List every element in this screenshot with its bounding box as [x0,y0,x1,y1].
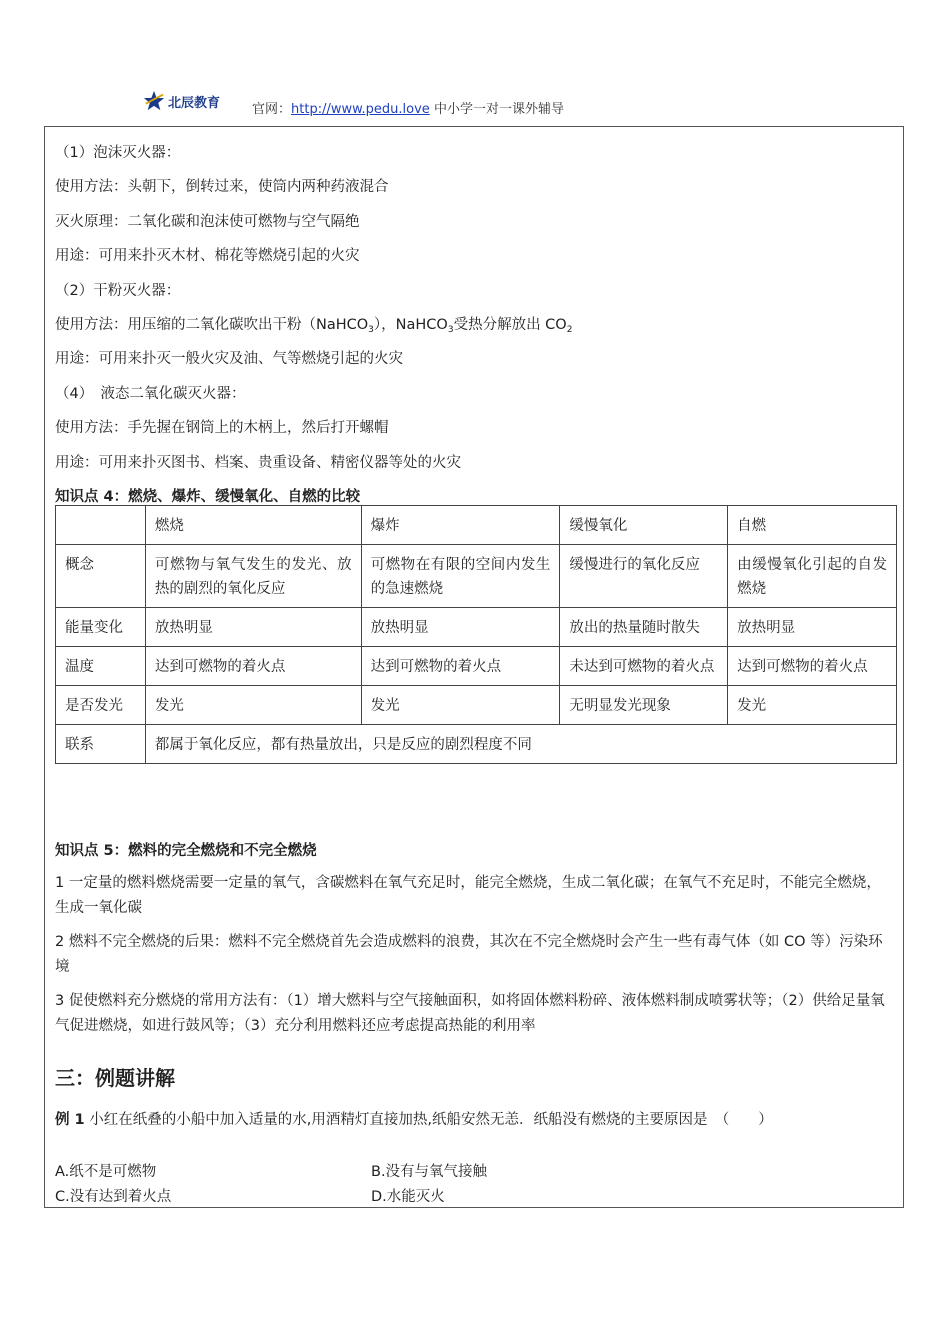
site-prefix: 官网： [252,102,292,117]
table-cell: 达到可燃物的着火点 [728,647,897,686]
powder-usage [55,313,572,335]
table-header-cell: 爆炸 [361,506,560,545]
table-cell: 是否发光 [56,686,146,725]
table-cell: 缓慢进行的氧化反应 [560,545,728,608]
table-cell: 发光 [728,686,897,725]
logo-text: 北辰教育 [168,95,221,111]
powder-use: 用途：可用来扑灭一般火灾及油、气等燃烧引起的火灾 [55,351,403,367]
table-row [56,686,897,725]
table-cell: 概念 [56,545,146,608]
table-row [56,725,897,764]
content-frame [44,126,904,1208]
star-logo-icon [143,90,165,112]
example-text: 小红在纸叠的小船中加入适量的水,用酒精灯直接加热,纸船安然无恙．纸船没有燃烧的主要原因是 （ ） [84,1112,773,1128]
table-cell: 放热明显 [361,608,560,647]
table-cell: 联系 [56,725,146,764]
table-cell: 发光 [361,686,560,725]
option-c[interactable]: C.没有达到着火点 [55,1189,172,1205]
table-cell: 达到可燃物的着火点 [361,647,560,686]
option-b[interactable]: B.没有与氧气接触 [371,1164,488,1180]
table-header-cell: 缓慢氧化 [560,506,728,545]
subscript: 3 [368,325,374,335]
kp5-paragraph-1: 1 一定量的燃料燃烧需要一定量的氧气，含碳燃料在氧气充足时，能完全燃烧，生成二氧化碳；在氧气不充足时，不能完全燃烧，生成一氧化碳 [55,875,881,916]
table-cell: 放热明显 [728,608,897,647]
table-row [56,608,897,647]
subscript: 3 [447,325,454,335]
table-cell: 温度 [56,647,146,686]
co2-usage: 使用方法：手先握在钢筒上的木柄上，然后打开螺帽 [55,420,389,436]
subscript: 2 [566,325,573,335]
table-cell: 能量变化 [56,608,146,647]
table-row [56,647,897,686]
table-cell: 放出的热量随时散失 [560,608,728,647]
table-cell: 无明显发光现象 [560,686,728,725]
example-label: 例 1 [55,1112,85,1128]
comparison-table [55,505,897,764]
table-header-row [56,506,897,545]
page-header [0,88,950,128]
example-1-question [55,1108,895,1133]
powder-usage-c: 受热分解放出 CO [453,317,567,333]
table-row [56,545,897,608]
section-heading: 三：例题讲解 [55,1066,175,1090]
foam-use: 用途：可用来扑灭木材、棉花等燃烧引起的火灾 [55,248,360,264]
table-header-cell [56,506,146,545]
foam-principle: 灭火原理：二氧化碳和泡沫使可燃物与空气隔绝 [55,214,360,230]
option-d[interactable]: D.水能灭火 [371,1189,445,1205]
foam-usage: 使用方法：头朝下，倒转过来，使筒内两种药液混合 [55,179,389,195]
option-a[interactable]: A.纸不是可燃物 [55,1164,157,1180]
table-cell: 可燃物与氧气发生的发光、放热的剧烈的氧化反应 [145,545,361,608]
table-header-cell: 自燃 [728,506,897,545]
site-link[interactable]: http://www.pedu.love [291,102,430,117]
site-info [252,98,564,117]
powder-title: （2）干粉灭火器： [55,283,181,299]
table-cell: 发光 [145,686,361,725]
co2-use: 用途：可用来扑灭图书、档案、贵重设备、精密仪器等处的火灾 [55,455,461,471]
co2-title: （4） 液态二氧化碳灭火器： [55,386,246,402]
kp4-title: 知识点 4：燃烧、爆炸、缓慢氧化、自燃的比较 [55,489,361,505]
table-cell: 可燃物在有限的空间内发生的急速燃烧 [361,545,560,608]
table-header-cell: 燃烧 [145,506,361,545]
table-cell: 达到可燃物的着火点 [145,647,361,686]
powder-usage-a: 使用方法：用压缩的二氧化碳吹出干粉（NaHCO [55,317,369,333]
table-cell: 未达到可燃物的着火点 [560,647,728,686]
logo [143,90,220,112]
foam-title: （1）泡沫灭火器： [55,145,181,161]
kp5-paragraph-3: 3 促使燃料充分燃烧的常用方法有：（1）增大燃料与空气接触面积，如将固体燃料粉碎、液体燃料制成喷雾状等；（2）供给足量氧气促进燃烧，如进行鼓风等；（3）充分利用燃料还应考虑提高热能的利用率 [55,993,885,1034]
table-cell: 放热明显 [145,608,361,647]
table-cell-relation: 都属于氧化反应，都有热量放出，只是反应的剧烈程度不同 [145,725,896,764]
table-cell: 由缓慢氧化引起的自发燃烧 [728,545,897,608]
kp5-title: 知识点 5：燃料的完全燃烧和不完全燃烧 [55,843,317,859]
powder-usage-b: ），NaHCO [373,317,448,333]
site-suffix: 中小学一对一课外辅导 [429,102,564,117]
kp5-paragraph-2: 2 燃料不完全燃烧的后果：燃料不完全燃烧首先会造成燃料的浪费，其次在不完全燃烧时会产生一些有毒气体（如 CO 等）污染环境 [55,934,883,975]
